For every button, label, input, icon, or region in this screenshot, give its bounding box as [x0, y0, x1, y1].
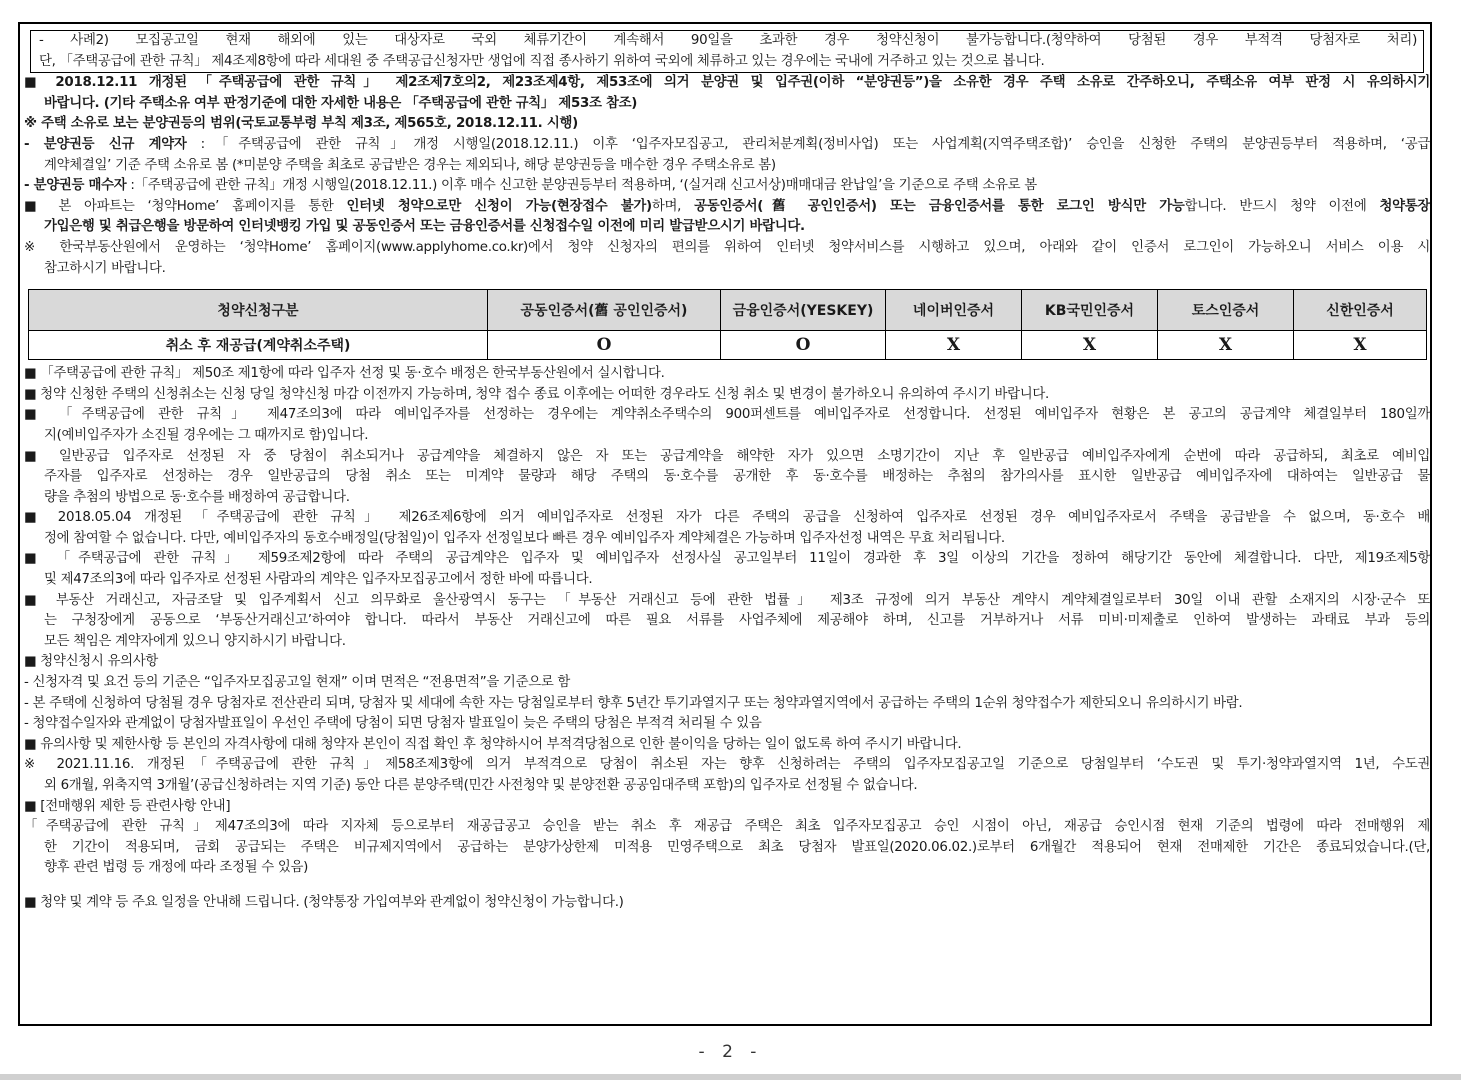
internet-apply-notice-cont: 가입은행 및 취급은행을 방문하여 인터넷뱅킹 가입 및 공동인증서 또는 금융인증서를 신청접수일 이전에 미리 발급받으시기 바랍니다.: [44, 219, 805, 235]
buyer-line: - 분양권등 매수자 :「주택공급에 관한 규칙」개정 시행일(2018.12.11.) 이후 매수 신고한 분양권등부터 적용하며, ‘(실거래 신고서상)매매대금 완납일’을 기준으로 주택 소유로 봄: [24, 178, 1037, 194]
certificate-table-header: [29, 290, 1427, 331]
example-box: [30, 30, 1424, 73]
table-cell-mark: O: [721, 331, 886, 360]
ownership-scope-note: ※ 주택 소유로 보는 분양권등의 범위(국토교통부령 부칙 제3조, 제565호, 2018.12.11. 시행): [24, 116, 578, 132]
box-line: - 사례2) 모집공고일 현재 해외에 있는 대상자로 국외 체류기간이 계속해서 90일을 초과한 경우 청약신청이 불가능합니다.(청약하여 당첨된 경우 부적격 당첨자로 처리): [39, 33, 1417, 48]
table-header-cell: 네이버인증서: [886, 290, 1022, 331]
body-line: - 청약접수일자와 관계없이 당첨자발표일이 우선인 주택에 당첨이 되면 당첨자 발표일이 늦은 주택의 당첨은 부적격 처리될 수 있음: [24, 716, 762, 732]
table-row: [29, 331, 1427, 360]
body-line: ※ 2021.11.16. 개정된「주택공급에 관한 규칙」제58조제3항에 의거 부적격으로 당첨이 취소된 자는 향후 신청하려는 주택의 입주자모집공고일 기준으로 당첨일부터 ‘수도권 및 투기·청약과열지역 1년, 수도권: [24, 757, 1430, 773]
body-line: ■ 「주택공급에 관한 규칙」 제59조제2항에 따라 주택의 공급계약은 입주자 및 예비입주자 선정사실 공고일부터 11일이 경과한 후 3일 이상의 기간을 정하여 해당기간 동안에 체결합니다. 다만, 제19조제5항: [24, 551, 1430, 567]
body-line: 외 6개월, 위축지역 3개월’(공급신청하려는 지역 기준) 동안 다른 분양주택(민간 사전청약 및 분양전환 공공임대주택 포함)의 입주자로 선정될 수 없습니다.: [44, 778, 918, 793]
body-line: ■ 청약 신청한 주택의 신청취소는 신청 당일 청약신청 마감 이전까지 가능하며, 청약 접수 종료 이후에는 어떠한 경우라도 신청 취소 및 변경이 불가하오니 유의하여 주시기 바랍니다.: [24, 386, 1049, 402]
body-line: ■ 「주택공급에 관한 규칙」 제47조의3에 따라 예비입주자를 선정하는 경우에는 계약취소주택수의 900퍼센트를 예비입주자로 선정합니다. 선정된 예비입주자 현황은 본 공고의 공급계약 체결일부터 180일까: [24, 407, 1430, 423]
body-line: 량을 추첨의 방법으로 동·호수를 배정하여 공급합니다.: [44, 489, 350, 505]
body-line: 모든 책임은 계약자에게 있으니 양지하시기 바랍니다.: [44, 633, 346, 649]
body-line: 지(예비입주자가 소진될 경우에는 그 때까지로 함)입니다.: [44, 427, 369, 443]
body-line: 「주택공급에 관한 규칙」제47조의3에 따라 지자체 등으로부터 재공급공고 승인을 받는 취소 후 재공급 주택은 최초 입주자모집공고 승인 시점이 아닌, 재공급 승인시점 현재 기준의 법령에 따라 전매행위 제: [24, 819, 1430, 835]
new-contractor-line-cont: 계약체결일’ 기준 주택 소유로 봄 (*미분양 주택을 최초로 공급받은 경우는 제외되나, 해당 분양권등을 매수한 경우 주택소유로 봄): [44, 157, 776, 173]
body-line: ■ 일반공급 입주자로 선정된 자 중 당첨이 취소되거나 공급계약을 체결하지 않은 자 또는 공급계약을 해약한 자가 있으면 소명기간이 지난 후 일반공급 예비입주자에게 순번에 따라 공급하되, 최초로 예비입: [24, 448, 1430, 464]
body-line: 는 구청장에게 공동으로 ‘부동산거래신고’하여야 합니다. 따라서 부동산 거래신고에 따른 필요 서류를 사업주체에 제공해야 하며, 신고를 거부하거나 서류 미비·미제출로 인하여 발생하는 과태료 부과 등의: [44, 613, 1430, 629]
new-contractor-line: - 분양권등 신규 계약자 :「주택공급에 관한 규칙」개정 시행일(2018.12.11.) 이후 ‘입주자모집공고, 관리처분계획(정비사업) 또는 사업계획(지역주택조합)’ 승인을 신청한 주택의 분양권등부터 적용하며, ‘공급: [24, 136, 1430, 152]
body-line: ■ 2018.05.04 개정된 「주택공급에 관한 규칙」 제26조제6항에 의거 예비입주자로 선정된 자가 다른 주택의 공급을 신청하여 입주자로 선정된 경우 예비입주자로서 주택을 공급받을 수 없으며, 동·호수 배: [24, 510, 1430, 526]
table-cell-mark: O: [488, 331, 721, 360]
table-header-cell: 토스인증서: [1158, 290, 1294, 331]
document-frame: [18, 22, 1432, 1026]
document-content: [24, 26, 1430, 914]
table-header-cell: 공동인증서(舊 공인인증서): [488, 290, 721, 331]
table-header-cell: 청약신청구분: [29, 290, 488, 331]
body-line: 정에 참여할 수 없습니다. 다만, 예비입주자의 동호수배정일(당첨일)이 입주자 선정일보다 빠른 경우 예비입주자 계약체결은 가능하며 입주자선정 내역은 무효 처리됩니다.: [44, 530, 1005, 546]
body-line: 주자를 입주자로 선정하는 경우 일반공급의 당첨 취소 또는 미계약 물량과 해당 주택의 동·호수를 공개한 후 동·호수를 배정하는 추첨의 참가의사를 표시한 일반공급 예비입주자에 대하여는 일반공급 물: [44, 469, 1430, 485]
body-line: - 본 주택에 신청하여 당첨될 경우 당첨자로 전산관리 되며, 당첨자 및 세대에 속한 자는 당첨일로부터 향후 5년간 투기과열지구 또는 청약과열지역에서 공급하는 주택의 1순위 청약접수가 제한되오니 유의하시기 바람.: [24, 695, 1243, 711]
body-line: 한 기간이 적용되며, 금회 공급되는 주택은 비규제지역에서 공급하는 분양가상한제 미적용 민영주택으로 최초 당첨자 발표일(2020.06.02.)로부터 6개월간 적용되어 현재 전매제한 기간은 종료되었습니다.(단,: [44, 839, 1430, 855]
body-line: ■ 유의사항 및 제한사항 등 본인의 자격사항에 대해 청약자 본인이 직접 확인 후 청약하시어 부적격당첨으로 인한 불이익을 당하는 일이 없도록 하여 주시기 바랍니다.: [24, 736, 962, 752]
table-header-cell: KB국민인증서: [1022, 290, 1158, 331]
page-number: - 2 -: [698, 1042, 763, 1062]
table-cell-category: 취소 후 재공급(계약취소주택): [29, 331, 488, 360]
body-line: - 신청자격 및 요건 등의 기준은 “입주자모집공고일 현재” 이며 면적은 “전용면적”을 기준으로 함: [24, 675, 571, 691]
bottom-bar: [0, 1074, 1461, 1080]
table-cell-mark: X: [1158, 331, 1294, 360]
body-line: 및 제47조의3에 따라 입주자로 선정된 사람과의 계약은 입주자모집공고에서 정한 바에 따릅니다.: [44, 572, 593, 588]
applyhome-note-cont: 참고하시기 바랍니다.: [44, 260, 166, 276]
internet-apply-notice: ■ 본 아파트는 ‘청약Home’ 홈페이지를 통한 인터넷 청약으로만 신청이 가능(현장접수 불가)하며, 공동인증서(舊 공인인증서) 또는 금융인증서를 통한 로그인 방식만 가능합니다. 반드시 청약 이전에 청약통장: [24, 198, 1430, 214]
table-header-cell: 금융인증서(YESKEY): [721, 290, 886, 331]
body-line: 향후 관련 법령 등 개정에 따라 조정될 수 있음): [44, 860, 309, 876]
certificate-table: [28, 289, 1427, 360]
body-line: ■ [전매행위 제한 등 관련사항 안내]: [24, 798, 231, 814]
body-line: ■ 「주택공급에 관한 규칙」 제50조 제1항에 따라 입주자 선정 및 동·호수 배정은 한국부동산원에서 실시합니다.: [24, 366, 665, 382]
box-line: 단, 「주택공급에 관한 규칙」 제4조제8항에 따라 세대원 중 주택공급신청자만 생업에 직접 종사하기 위하여 국외에 체류하고 있는 경우에는 국내에 거주하고 있는 것으로 봅니다.: [39, 53, 1045, 69]
schedule-notice: ■ 청약 및 계약 등 주요 일정을 안내해 드립니다. (청약통장 가입여부와 관계없이 청약신청이 가능합니다.): [24, 894, 624, 910]
notice-ownership-rule: ■ 2018.12.11 개정된 「주택공급에 관한 규칙」 제2조제7호의2, 제23조제4항, 제53조에 의거 분양권 및 입주권(이하 “분양권등”)을 소유한 경우 주택 소유로 간주하오니, 주택소유 여부 판정 시 유의하시기: [24, 75, 1430, 91]
table-cell-mark: X: [1294, 331, 1427, 360]
table-header-cell: 신한인증서: [1294, 290, 1427, 331]
body-line: ■ 청약신청시 유의사항: [24, 654, 158, 670]
applyhome-note: ※ 한국부동산원에서 운영하는 ‘청약Home’ 홈페이지(www.applyhome.co.kr)에서 청약 신청자의 편의를 위하여 인터넷 청약서비스를 시행하고 있으며, 아래와 같이 인증서 로그인이 가능하오니 서비스 이용 시: [24, 239, 1430, 255]
body-line: ■ 부동산 거래신고, 자금조달 및 입주계획서 신고 의무화로 울산광역시 동구는 「부동산 거래신고 등에 관한 법률」 제3조 규정에 의거 부동산 계약시 계약체결일로부터 30일 이내 관할 소재지의 시장·군수 또: [24, 592, 1430, 608]
table-cell-mark: X: [886, 331, 1022, 360]
spacer: [24, 879, 1430, 893]
notice-ownership-rule-cont: 바랍니다. (기타 주택소유 여부 판정기준에 대한 자세한 내용은 「주택공급에 관한 규칙」 제53조 참조): [44, 95, 638, 111]
table-cell-mark: X: [1022, 331, 1158, 360]
